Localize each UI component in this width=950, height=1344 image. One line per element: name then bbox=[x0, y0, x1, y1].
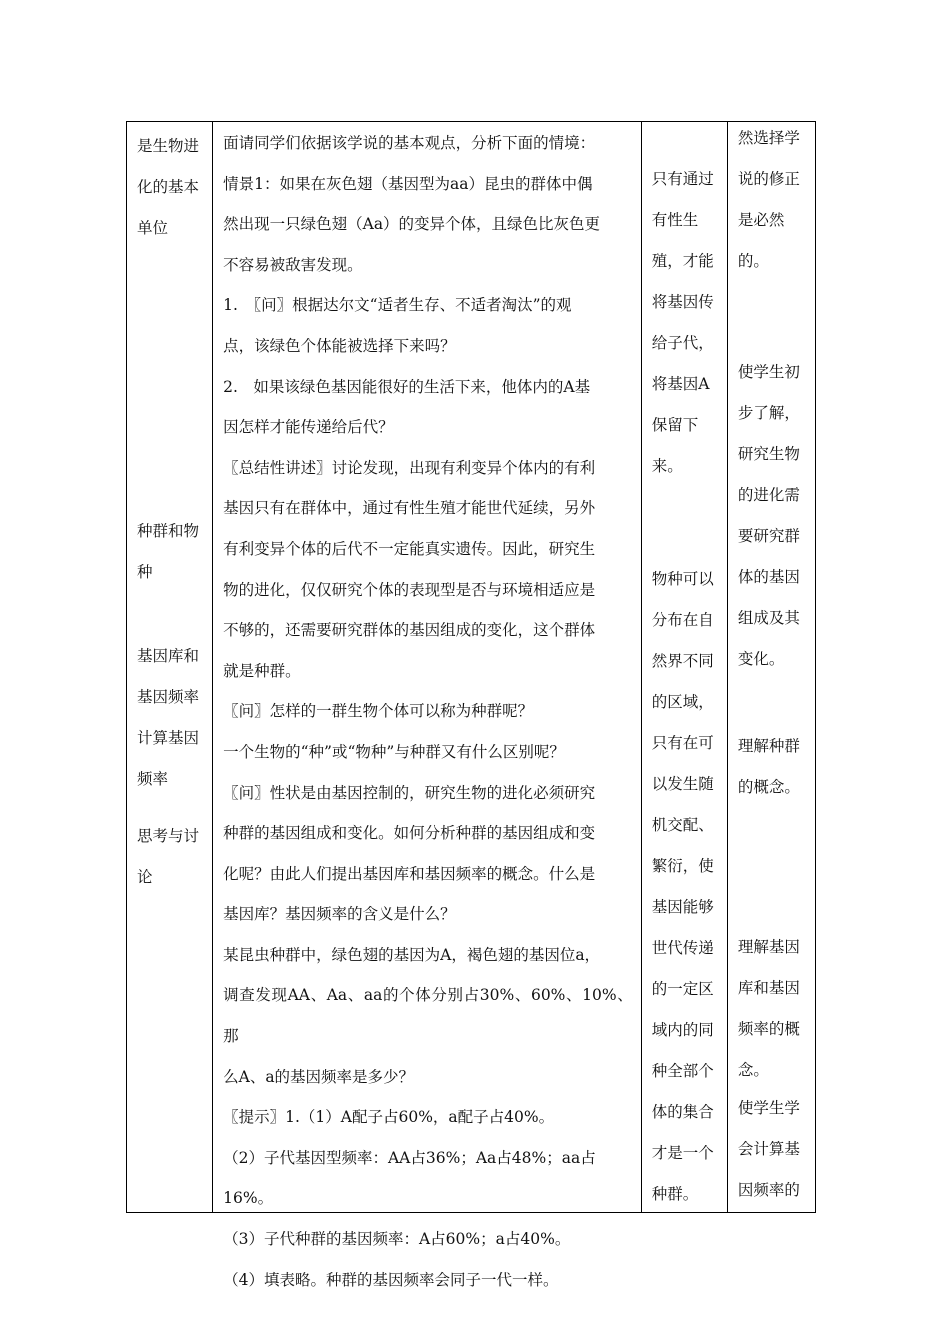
topic-line: 思考与讨 bbox=[137, 827, 200, 845]
activity-line: 物种可以 bbox=[651, 570, 714, 588]
content-line: 化呢？由此人们提出基因库和基因频率的概念。什么是 bbox=[223, 864, 596, 883]
content-line: 〖问〗怎样的一群生物个体可以称为种群呢？ bbox=[223, 702, 534, 721]
intent-line: 要研究群 bbox=[737, 527, 800, 545]
content-line: 面请同学们依据该学说的基本观点，分析下面的情境： bbox=[223, 134, 596, 152]
content-line: （2）子代基因型频率：AA占36%；Aa占48%；aa占 bbox=[223, 1148, 596, 1167]
activity-line: 体的集合 bbox=[651, 1103, 714, 1121]
content-line: 某昆虫种群中，绿色翅的基因为A，褐色翅的基因位a， bbox=[223, 945, 601, 964]
content-line: 物的进化，仅仅研究个体的表现型是否与环境相适应是 bbox=[223, 580, 596, 599]
intent-block-gene-frequency bbox=[728, 927, 815, 1091]
intent-line: 的。 bbox=[737, 252, 769, 270]
content-line: 〖问〗性状是由基因控制的，研究生物的进化必须研究 bbox=[223, 783, 596, 802]
activity-line: 有性生 bbox=[651, 211, 699, 229]
intent-line: 使学生初 bbox=[737, 363, 800, 381]
intent-line: 理解基因 bbox=[737, 938, 800, 956]
intent-block-calculation bbox=[728, 1088, 815, 1211]
topic-line: 基因频率 bbox=[137, 688, 200, 706]
content-line: 一个生物的“种”或“物种”与种群又有什么区别呢？ bbox=[223, 742, 565, 761]
teaching-content-text bbox=[213, 123, 641, 1300]
topic-line: 是生物进 bbox=[137, 137, 200, 155]
activity-line: 保留下 bbox=[651, 416, 699, 434]
activity-block-reproduction bbox=[642, 159, 727, 487]
topic-block-discussion bbox=[127, 816, 212, 898]
topic-line: 论 bbox=[137, 868, 153, 886]
content-line: 基因只有在群体中，通过有性生殖才能世代延续，另外 bbox=[223, 499, 596, 518]
intent-line: 研究生物 bbox=[737, 445, 800, 463]
topic-line: 基因库和 bbox=[137, 647, 200, 665]
topic-block-unit bbox=[127, 126, 212, 249]
lesson-plan-table bbox=[126, 121, 816, 1289]
table-row bbox=[127, 122, 816, 1213]
activity-line: 将基因传 bbox=[651, 293, 714, 311]
content-line: 不容易被敌害发现。 bbox=[223, 255, 363, 274]
intent-line: 库和基因 bbox=[737, 979, 800, 997]
content-line: 就是种群。 bbox=[223, 661, 301, 680]
content-line: 情景1：如果在灰色翅（基因型为aa）昆虫的群体中偶 bbox=[223, 174, 593, 193]
activity-line: 才是一个 bbox=[651, 1144, 714, 1162]
activity-line: 然界不同 bbox=[651, 652, 714, 670]
content-line: 基因库？基因频率的含义是什么？ bbox=[223, 905, 456, 924]
activity-line: 给子代， bbox=[651, 334, 714, 352]
activity-line: 域内的同 bbox=[651, 1021, 714, 1039]
intent-block-selection bbox=[728, 118, 815, 282]
intent-line: 念。 bbox=[737, 1061, 769, 1079]
activity-line: 将基因A bbox=[651, 375, 710, 393]
content-line: 有利变异个体的后代不一定能真实遗传。因此，研究生 bbox=[223, 539, 596, 558]
activity-line: 种全部个 bbox=[651, 1062, 714, 1080]
content-line: （4）填表略。种群的基因频率会同子一代一样。 bbox=[223, 1270, 559, 1289]
intent-line: 是必然 bbox=[737, 211, 785, 229]
topic-line: 化的基本 bbox=[137, 178, 200, 196]
topic-line: 计算基因 bbox=[137, 729, 200, 747]
activity-block-population bbox=[642, 559, 727, 1215]
activity-line: 以发生随 bbox=[651, 775, 714, 793]
content-line: 调查发现AA、Aa、aa的个体分别占30%、60%、10%、那 bbox=[223, 986, 633, 1046]
student-activity-cell bbox=[641, 122, 727, 1213]
topic-line: 单位 bbox=[137, 219, 169, 237]
activity-line: 只有通过 bbox=[651, 170, 714, 188]
activity-line: 的一定区 bbox=[651, 980, 714, 998]
intent-line: 的概念。 bbox=[737, 778, 800, 796]
intent-line: 频率的概 bbox=[737, 1020, 800, 1038]
intent-block-population-concept bbox=[728, 726, 815, 808]
intent-line: 理解种群 bbox=[737, 737, 800, 755]
intent-line: 会计算基 bbox=[737, 1140, 800, 1158]
topic-block-species bbox=[127, 511, 212, 593]
content-line: 因怎样才能传递给后代？ bbox=[223, 418, 394, 437]
activity-line: 世代传递 bbox=[651, 939, 714, 957]
intent-line: 变化。 bbox=[737, 650, 785, 668]
topic-line: 种群和物 bbox=[137, 522, 200, 540]
content-line: 点，该绿色个体能被选择下来吗？ bbox=[223, 336, 456, 355]
activity-line: 繁衍，使 bbox=[651, 857, 714, 875]
content-line: 〖总结性讲述〗讨论发现，出现有利变异个体内的有利 bbox=[223, 458, 596, 477]
activity-line: 基因能够 bbox=[651, 898, 714, 916]
activity-line: 殖，才能 bbox=[651, 252, 714, 270]
intent-line: 因频率的 bbox=[737, 1181, 800, 1199]
design-intent-cell bbox=[727, 122, 815, 1213]
content-line: 2. 如果该绿色基因能很好的生活下来，他体内的A基 bbox=[223, 377, 591, 396]
content-line: 然出现一只绿色翅（Aa）的变异个体，且绿色比灰色更 bbox=[223, 215, 601, 234]
intent-line: 体的基因 bbox=[737, 568, 800, 586]
teaching-content-cell bbox=[213, 122, 642, 1289]
activity-line: 机交配、 bbox=[651, 816, 714, 834]
topic-column-cell bbox=[127, 122, 213, 1213]
activity-line: 分布在自 bbox=[651, 611, 714, 629]
intent-line: 说的修正 bbox=[737, 170, 800, 188]
content-line: （3）子代种群的基因频率：A占60%；a占40%。 bbox=[223, 1230, 571, 1249]
content-line: 么A、a的基因频率是多少？ bbox=[223, 1067, 415, 1086]
content-line: 1. 〖问〗根据达尔文“适者生存、不适者淘汰”的观 bbox=[223, 296, 572, 315]
topic-line: 频率 bbox=[137, 770, 169, 788]
activity-line: 只有在可 bbox=[651, 734, 714, 752]
content-line: 16%。 bbox=[223, 1189, 274, 1208]
topic-line: 种 bbox=[137, 563, 153, 581]
topic-block-gene-pool bbox=[127, 636, 212, 800]
intent-line: 然选择学 bbox=[737, 129, 800, 147]
intent-line: 组成及其 bbox=[737, 609, 800, 627]
intent-line: 使学生学 bbox=[737, 1099, 800, 1117]
activity-line: 的区域， bbox=[651, 693, 714, 711]
content-line: 种群的基因组成和变化。如何分析种群的基因组成和变 bbox=[223, 824, 596, 843]
activity-line: 种群。 bbox=[651, 1185, 699, 1203]
content-line: 〖提示〗1.（1）A配子占60%，a配子占40%。 bbox=[223, 1108, 555, 1127]
intent-block-group-study bbox=[728, 352, 815, 680]
intent-line: 步了解， bbox=[737, 404, 800, 422]
intent-line: 的进化需 bbox=[737, 486, 800, 504]
content-line: 不够的，还需要研究群体的基因组成的变化，这个群体 bbox=[223, 621, 596, 640]
activity-line: 来。 bbox=[651, 457, 683, 475]
